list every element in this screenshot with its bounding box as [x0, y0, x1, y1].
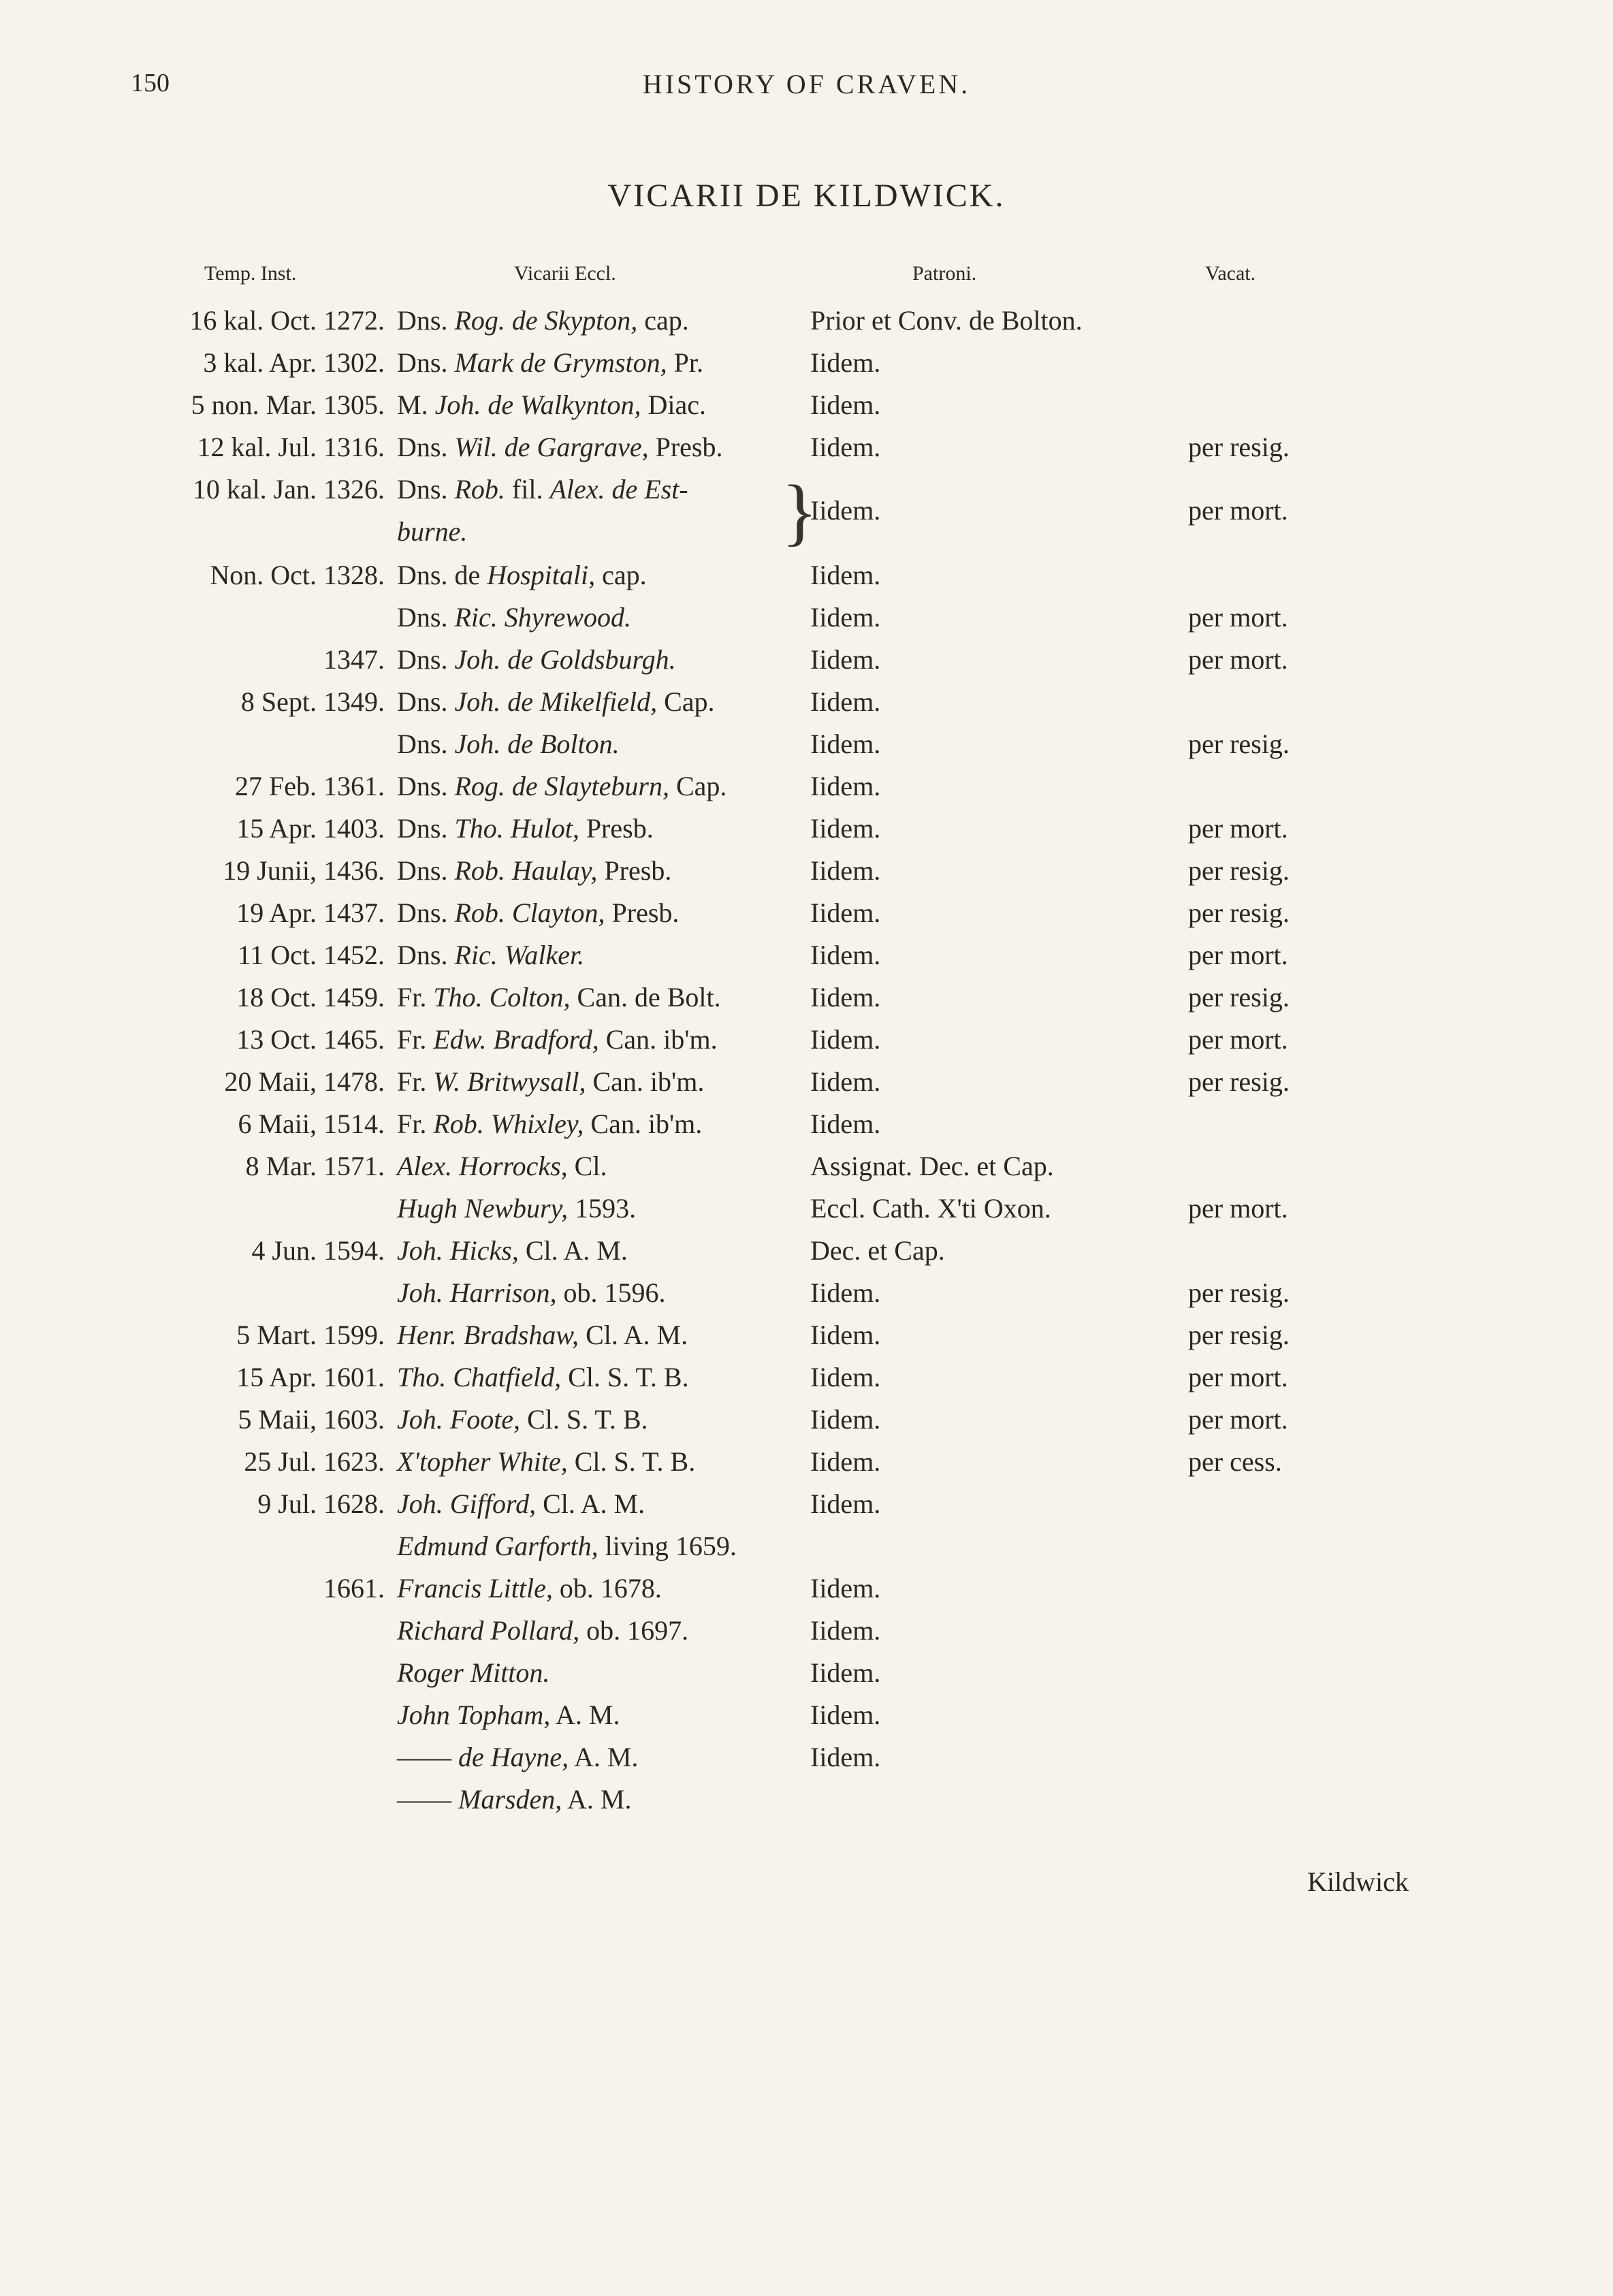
- table-row: [0, 1652, 1613, 1694]
- vicar-title: Dns.: [397, 686, 448, 717]
- vicar-suffix: living 1659.: [598, 1531, 737, 1561]
- vicar-cell: [397, 765, 726, 808]
- temp-inst-cell: 8 Mar. 1571.: [245, 1151, 385, 1181]
- vicar-name: Rob. Whixley,: [433, 1109, 584, 1139]
- patron-cell: Iidem.: [810, 729, 881, 759]
- temp-inst-cell: 16 kal. Oct. 1272.: [189, 305, 385, 336]
- vacat-cell: per mort.: [1188, 1404, 1288, 1435]
- vacat-cell: per mort.: [1188, 1024, 1288, 1055]
- vicar-name: Francis Little,: [397, 1573, 553, 1604]
- vicar-name: Alex. de Est-: [549, 474, 688, 505]
- vicar-cell: [397, 1356, 689, 1399]
- vicar-cell: [397, 934, 584, 976]
- vicar-cell: [397, 1779, 631, 1821]
- vicar-name: Edmund Garforth,: [397, 1531, 598, 1561]
- temp-inst-cell: 18 Oct. 1459.: [236, 982, 385, 1013]
- vicar-name: Rog. de Slayteburn,: [454, 771, 669, 801]
- vicar-name: Hugh Newbury,: [397, 1193, 569, 1224]
- temp-inst-cell: 25 Jul. 1623.: [244, 1446, 385, 1477]
- patron-cell: Iidem.: [810, 1404, 881, 1435]
- table-row: [0, 1567, 1613, 1610]
- vicar-suffix: Cap.: [657, 686, 715, 717]
- vicar-cell: [397, 1145, 607, 1187]
- section-title: VICARII DE KILDWICK.: [607, 178, 1006, 214]
- table-row: [0, 1694, 1613, 1736]
- table-row: [0, 1399, 1613, 1441]
- vicar-suffix: Cl. S. T. B.: [520, 1404, 648, 1435]
- vicar-name: Joh. de Walkynton,: [434, 389, 641, 420]
- vicar-cell: [397, 1736, 638, 1779]
- patron-cell: Iidem.: [810, 644, 881, 675]
- table-row: [0, 892, 1613, 934]
- vacat-cell: per mort.: [1188, 644, 1288, 675]
- table-row: [0, 384, 1613, 426]
- vicar-suffix: 1593.: [568, 1193, 637, 1224]
- vicar-name: Tho. Hulot,: [454, 813, 579, 844]
- vicar-title: ——: [397, 1742, 451, 1772]
- vicar-name: Tho. Chatfield,: [397, 1362, 562, 1392]
- patron-cell: Iidem.: [810, 1362, 881, 1392]
- vacat-cell: per resig.: [1188, 982, 1290, 1013]
- vicar-title: Dns.: [397, 347, 448, 378]
- table-row: [0, 1019, 1613, 1061]
- vicar-prefix: de: [454, 560, 488, 590]
- vicar-cell: [397, 976, 721, 1019]
- table-row: [0, 468, 1613, 554]
- vicar-cell: [397, 892, 679, 934]
- column-header-temp: Temp. Inst.: [204, 262, 297, 285]
- vicar-cell: [397, 1272, 665, 1314]
- vicar-name: Alex. Horrocks,: [397, 1151, 568, 1181]
- vicar-name: Hospitali,: [487, 560, 596, 590]
- temp-inst-cell: 3 kal. Apr. 1302.: [203, 347, 385, 378]
- table-row: [0, 850, 1613, 892]
- vicar-cell: [397, 596, 631, 639]
- vicar-title: Dns.: [397, 813, 448, 844]
- vacat-cell: per mort.: [1188, 940, 1288, 970]
- temp-inst-cell: 8 Sept. 1349.: [240, 686, 385, 717]
- patron-cell: Iidem.: [810, 495, 881, 526]
- vicar-name: Rog. de Skypton,: [454, 305, 638, 336]
- vicar-name: Joh. Foote,: [397, 1404, 521, 1435]
- patron-cell: Iidem.: [810, 1615, 881, 1646]
- vicar-title: Dns.: [397, 771, 448, 801]
- page-number: 150: [131, 69, 170, 97]
- table-row: [0, 639, 1613, 681]
- temp-inst-cell: 13 Oct. 1465.: [236, 1024, 385, 1055]
- vicar-name-continued: burne.: [397, 516, 468, 547]
- table-row: [0, 1779, 1613, 1821]
- patron-cell: Iidem.: [810, 855, 881, 886]
- vicar-title: Dns.: [397, 602, 448, 633]
- column-header-patroni: Patroni.: [912, 262, 977, 285]
- table-row: [0, 1103, 1613, 1145]
- vicar-name: Joh. de Bolton.: [454, 729, 620, 759]
- vicar-cell: [397, 1399, 648, 1441]
- temp-inst-cell: 27 Feb. 1361.: [235, 771, 385, 801]
- vicar-suffix: ob. 1697.: [579, 1615, 689, 1646]
- vicar-title: Dns.: [397, 305, 448, 336]
- vicar-suffix: Cl. A. M.: [536, 1488, 645, 1519]
- patron-cell: Assignat. Dec. et Cap.: [810, 1151, 1054, 1181]
- running-title: HISTORY OF CRAVEN.: [642, 69, 971, 99]
- patron-cell: Iidem.: [810, 1657, 881, 1688]
- vicar-title: Dns.: [397, 729, 448, 759]
- vicar-suffix: Diac.: [641, 389, 706, 420]
- vicar-suffix: A. M.: [550, 1700, 620, 1730]
- brace-glyph: }: [782, 470, 818, 553]
- vacat-cell: per mort.: [1188, 495, 1288, 526]
- vicar-name: Edw. Bradford,: [433, 1024, 599, 1055]
- temp-inst-cell: 19 Junii, 1436.: [223, 855, 385, 886]
- temp-inst-cell: 15 Apr. 1601.: [236, 1362, 385, 1392]
- vicar-name: W. Britwysall,: [433, 1066, 586, 1097]
- vacat-cell: per cess.: [1188, 1446, 1282, 1477]
- vicar-name: Joh. Harrison,: [397, 1277, 557, 1308]
- table-row: [0, 1272, 1613, 1314]
- vicar-cell: [397, 384, 706, 426]
- vacat-cell: per resig.: [1188, 1277, 1290, 1308]
- temp-inst-cell: 4 Jun. 1594.: [251, 1235, 385, 1266]
- vicar-cell: [397, 554, 647, 596]
- vicar-cell: [397, 1230, 628, 1272]
- vicar-suffix: Presb.: [648, 432, 723, 462]
- temp-inst-cell: 1347.: [323, 644, 385, 675]
- table-row: [0, 934, 1613, 976]
- vacat-cell: per resig.: [1188, 1066, 1290, 1097]
- vicar-suffix: Cl. S. T. B.: [561, 1362, 689, 1392]
- vicar-name: Rob. Clayton,: [454, 897, 605, 928]
- table-row: [0, 1230, 1613, 1272]
- vicar-suffix: Cl.: [567, 1151, 607, 1181]
- vicar-title: Dns.: [397, 644, 448, 675]
- column-header-vicarii: Vicarii Eccl.: [514, 262, 616, 285]
- table-row: [0, 808, 1613, 850]
- vicar-cell: [397, 1567, 662, 1610]
- catchword: Kildwick: [1307, 1866, 1409, 1897]
- vicar-suffix: cap.: [637, 305, 689, 336]
- vicar-cell: [397, 1694, 620, 1736]
- vicar-name: Tho. Colton,: [433, 982, 571, 1013]
- temp-inst-cell: 19 Apr. 1437.: [236, 897, 385, 928]
- table-row: [0, 723, 1613, 765]
- patron-cell: Iidem.: [810, 813, 881, 844]
- vicar-cell: [397, 1610, 688, 1652]
- patron-cell: Iidem.: [810, 389, 881, 420]
- temp-inst-cell: 11 Oct. 1452.: [237, 940, 385, 970]
- patron-cell: Dec. et Cap.: [810, 1235, 945, 1266]
- vicar-cell: [397, 808, 654, 850]
- vicar-list: [0, 300, 1613, 1821]
- vicar-name: Joh. de Goldsburgh.: [454, 644, 676, 675]
- vicar-suffix: Can. ib'm.: [586, 1066, 705, 1097]
- vicar-suffix: ob. 1596.: [556, 1277, 666, 1308]
- temp-inst-cell: 10 kal. Jan. 1326.: [192, 474, 385, 505]
- vicar-name: John Topham,: [397, 1700, 551, 1730]
- table-row: [0, 300, 1613, 342]
- vicar-name: Rob. Haulay,: [454, 855, 598, 886]
- vacat-cell: per resig.: [1188, 897, 1290, 928]
- vicar-suffix: ob. 1678.: [552, 1573, 662, 1604]
- vicar-title: Dns.: [397, 897, 448, 928]
- vicar-suffix: fil.: [505, 474, 550, 505]
- vicar-cell: [397, 681, 715, 723]
- vicar-suffix: Cap.: [669, 771, 727, 801]
- vicar-suffix: A. M.: [562, 1784, 632, 1815]
- vicar-suffix: Presb.: [579, 813, 654, 844]
- table-row: [0, 976, 1613, 1019]
- patron-cell: Prior et Conv. de Bolton.: [810, 305, 1083, 336]
- vicar-title: Fr.: [397, 1109, 427, 1139]
- table-row: [0, 765, 1613, 808]
- patron-cell: Iidem.: [810, 1488, 881, 1519]
- vacat-cell: per resig.: [1188, 855, 1290, 886]
- vicar-cell: [397, 1019, 718, 1061]
- table-row: [0, 1525, 1613, 1567]
- vicar-suffix: Can. de Bolt.: [570, 982, 721, 1013]
- vicar-cell: [397, 1103, 702, 1145]
- vicar-cell: [397, 426, 722, 468]
- table-row: [0, 1441, 1613, 1483]
- vicar-title: Dns.: [397, 855, 448, 886]
- vicar-title: Fr.: [397, 1066, 427, 1097]
- patron-cell: Iidem.: [810, 1446, 881, 1477]
- vicar-name: Richard Pollard,: [397, 1615, 580, 1646]
- temp-inst-cell: 5 Mart. 1599.: [236, 1320, 385, 1350]
- patron-cell: Iidem.: [810, 1109, 881, 1139]
- vicar-name: Roger Mitton.: [397, 1657, 550, 1688]
- patron-cell: Iidem.: [810, 560, 881, 590]
- vicar-title: M.: [397, 389, 428, 420]
- vacat-cell: per resig.: [1188, 1320, 1290, 1350]
- vicar-name: Joh. de Mikelfield,: [454, 686, 658, 717]
- vicar-suffix: Presb.: [605, 897, 680, 928]
- vicar-title: Dns.: [397, 432, 448, 462]
- table-row: [0, 1314, 1613, 1356]
- patron-cell: Iidem.: [810, 347, 881, 378]
- vicar-cell: [397, 639, 676, 681]
- vicar-cell: [397, 1483, 645, 1525]
- vacat-cell: per mort.: [1188, 602, 1288, 633]
- patron-cell: Iidem.: [810, 940, 881, 970]
- vicar-name: Rob.: [454, 474, 505, 505]
- temp-inst-cell: 15 Apr. 1403.: [236, 813, 385, 844]
- table-row: [0, 596, 1613, 639]
- vacat-cell: per mort.: [1188, 1193, 1288, 1224]
- table-row: [0, 1736, 1613, 1779]
- patron-cell: Iidem.: [810, 1320, 881, 1350]
- vicar-cell: [397, 300, 689, 342]
- vicar-title: ——: [397, 1784, 451, 1815]
- patron-cell: Iidem.: [810, 1024, 881, 1055]
- vicar-name: Marsden,: [458, 1784, 562, 1815]
- vicar-suffix: A. M.: [569, 1742, 639, 1772]
- table-row: [0, 554, 1613, 596]
- vacat-cell: per resig.: [1188, 432, 1290, 462]
- patron-cell: Iidem.: [810, 1277, 881, 1308]
- table-row: [0, 681, 1613, 723]
- temp-inst-cell: 20 Maii, 1478.: [224, 1066, 385, 1097]
- patron-cell: Eccl. Cath. X'ti Oxon.: [810, 1193, 1051, 1224]
- table-row: [0, 1483, 1613, 1525]
- vicar-suffix: Can. ib'm.: [598, 1024, 718, 1055]
- vicar-cell: [397, 1525, 737, 1567]
- vicar-cell: [397, 850, 671, 892]
- temp-inst-cell: 5 non. Mar. 1305.: [191, 389, 385, 420]
- vicar-title: Dns.: [397, 560, 448, 590]
- vicar-suffix: Cl. A. M.: [518, 1235, 628, 1266]
- vicar-suffix: Pr.: [667, 347, 703, 378]
- patron-cell: Iidem.: [810, 1742, 881, 1772]
- temp-inst-cell: 6 Maii, 1514.: [238, 1109, 385, 1139]
- patron-cell: Iidem.: [810, 982, 881, 1013]
- patron-cell: Iidem.: [810, 1573, 881, 1604]
- vicar-cell: [397, 1314, 688, 1356]
- vicar-cell: [397, 1061, 704, 1103]
- vicar-name: Joh. Gifford,: [397, 1488, 537, 1519]
- vicar-suffix: Cl. A. M.: [579, 1320, 688, 1350]
- table-row: [0, 1145, 1613, 1187]
- vicar-name: Wil. de Gargrave,: [454, 432, 649, 462]
- vacat-cell: per mort.: [1188, 813, 1288, 844]
- vicar-name: Ric. Shyrewood.: [454, 602, 632, 633]
- vicar-title: Fr.: [397, 982, 427, 1013]
- vicar-title: Dns.: [397, 474, 448, 505]
- vicar-name: de Hayne,: [458, 1742, 569, 1772]
- vicar-cell: [397, 723, 620, 765]
- table-row: [0, 1356, 1613, 1399]
- vicar-name: Henr. Bradshaw,: [397, 1320, 579, 1350]
- vicar-title: Dns.: [397, 940, 448, 970]
- vicar-suffix: cap.: [595, 560, 647, 590]
- temp-inst-cell: 12 kal. Jul. 1316.: [197, 432, 385, 462]
- vicar-name: Mark de Grymston,: [454, 347, 667, 378]
- patron-cell: Iidem.: [810, 1700, 881, 1730]
- temp-inst-cell: 9 Jul. 1628.: [257, 1488, 385, 1519]
- patron-cell: Iidem.: [810, 432, 881, 462]
- vicar-name: Ric. Walker.: [454, 940, 585, 970]
- vicar-cell: [397, 342, 703, 384]
- vicar-cell: [397, 468, 688, 547]
- patron-cell: Iidem.: [810, 1066, 881, 1097]
- vacat-cell: per resig.: [1188, 729, 1290, 759]
- vacat-cell: per mort.: [1188, 1362, 1288, 1392]
- patron-cell: Iidem.: [810, 686, 881, 717]
- patron-cell: Iidem.: [810, 602, 881, 633]
- vicar-suffix: Presb.: [597, 855, 672, 886]
- patron-cell: Iidem.: [810, 771, 881, 801]
- vicar-suffix: Can. ib'm.: [584, 1109, 703, 1139]
- vicar-name: X'topher White,: [397, 1446, 568, 1477]
- vicar-title: Fr.: [397, 1024, 427, 1055]
- vicar-suffix: Cl. S. T. B.: [567, 1446, 696, 1477]
- table-row: [0, 1610, 1613, 1652]
- table-row: [0, 342, 1613, 384]
- vicar-cell: [397, 1187, 636, 1230]
- temp-inst-cell: 5 Maii, 1603.: [238, 1404, 385, 1435]
- table-row: [0, 1061, 1613, 1103]
- vicar-cell: [397, 1441, 695, 1483]
- temp-inst-cell: Non. Oct. 1328.: [210, 560, 385, 590]
- patron-cell: Iidem.: [810, 897, 881, 928]
- table-row: [0, 1187, 1613, 1230]
- column-header-vacat: Vacat.: [1205, 262, 1256, 285]
- vicar-name: Joh. Hicks,: [397, 1235, 519, 1266]
- temp-inst-cell: 1661.: [323, 1573, 385, 1604]
- table-row: [0, 426, 1613, 468]
- vicar-cell: [397, 1652, 549, 1694]
